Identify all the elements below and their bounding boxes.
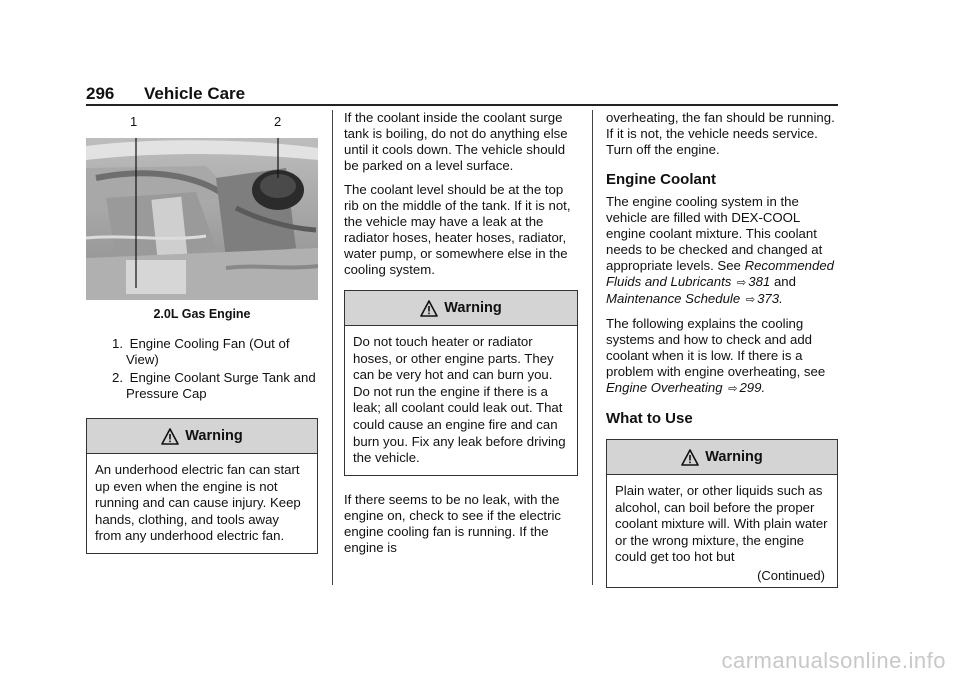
warning-triangle-icon: [161, 428, 179, 445]
legend-item: 2. Engine Coolant Surge Tank and Pressure Cap: [112, 370, 316, 401]
column-1: [86, 110, 318, 570]
warning-title: Warning: [444, 300, 502, 316]
continued-label: (Continued): [757, 567, 825, 583]
paragraph: The coolant level should be at the top rib on the middle of the tank. If it is not, the vehicle may have a leak at the radiator hoses, heater hoses, radiator, water pump, or somewhere else in the cooling system.: [344, 182, 571, 277]
figure-legend: [86, 336, 318, 402]
page-ref-arrow-icon: ⇨: [745, 294, 756, 306]
warning-body: Do not touch heater or radiator hoses, or other engine parts. They can be very hot and can burn you. Do not run the engine if there is a leak; all coolant could leak out. That could cause an engine fire and can burn you. Fix any leak before driving the vehicle.: [353, 334, 566, 466]
warning-triangle-icon: [681, 449, 699, 466]
column-3: [606, 110, 838, 604]
paragraph: If the coolant inside the coolant surge tank is boiling, do not do anything else until it cools down. The vehicle should be parked on a level surface.: [344, 110, 568, 173]
paragraph: The following explains the cooling systems and how to check and add coolant when it is low. If there is a problem with engine overheating, see Engine Overheating ⇨ 299.: [606, 316, 826, 395]
warning-header: [607, 440, 837, 475]
legend-item: 1. Engine Cooling Fan (Out of View): [112, 336, 290, 367]
ref-page-number[interactable]: 373: [757, 291, 780, 306]
warning-title: Warning: [705, 449, 763, 465]
warning-body: Plain water, or other liquids such as alcohol, can boil before the proper coolant mixture will. With plain water or the wrong mixture, the engine could get too hot but (Continued): [615, 483, 828, 583]
ref-page-number[interactable]: 299: [739, 380, 762, 395]
warning-header: [87, 419, 317, 454]
ref-maintenance-schedule[interactable]: Maintenance Schedule: [606, 291, 741, 306]
warning-header: [345, 291, 577, 326]
warning-box-hoses: [344, 290, 578, 476]
paragraph: overheating, the fan should be running. If it is not, the vehicle needs service. Turn off the engine.: [606, 110, 835, 157]
heading-what-to-use: What to Use: [606, 410, 693, 427]
warning-body: An underhood electric fan can start up even when the engine is not running and can cause injury. Keep hands, clothing, and tools away from any underhood electric fan.: [95, 462, 301, 544]
heading-engine-coolant: Engine Coolant: [606, 171, 716, 188]
warning-box-coolant-mixture: [606, 439, 838, 588]
watermark: carmanualsonline.info: [721, 648, 946, 673]
warning-triangle-icon: [420, 300, 438, 317]
section-title: Vehicle Care: [144, 84, 246, 103]
ref-recommended-fluids[interactable]: Recommended Fluids and Lubricants: [606, 258, 834, 289]
page-ref-arrow-icon: ⇨: [728, 383, 738, 395]
column-2: [344, 110, 578, 564]
page-ref-arrow-icon: ⇨: [737, 277, 747, 289]
page-header: [86, 84, 838, 104]
ref-engine-overheating[interactable]: Engine Overheating: [606, 380, 723, 395]
paragraph: The engine cooling system in the vehicle are filled with DEX-COOL engine coolant mixture. This coolant needs to be checked and changed at appropriate levels. See Recommended Fluids and Lubricants ⇨ 381 and Maintenance Schedule ⇨ 373.: [606, 194, 834, 306]
figure-caption: 2.0L Gas Engine: [153, 307, 251, 321]
engine-photo: [86, 138, 318, 300]
page-number: 296: [86, 84, 115, 103]
warning-box-fan: [86, 418, 318, 554]
engine-photo-illustration: [86, 138, 318, 300]
warning-title: Warning: [185, 428, 243, 444]
callout-2: 2: [274, 114, 282, 129]
paragraph: If there seems to be no leak, with the engine on, check to see if the electric engine cooling fan is running. If the engine is: [344, 491, 561, 555]
column-divider-2: [592, 110, 593, 585]
callout-1: 1: [130, 114, 138, 129]
column-divider-1: [332, 110, 333, 585]
ref-page-number[interactable]: 381: [748, 274, 771, 289]
figure-callouts: [86, 110, 318, 138]
header-rule: [86, 104, 838, 106]
